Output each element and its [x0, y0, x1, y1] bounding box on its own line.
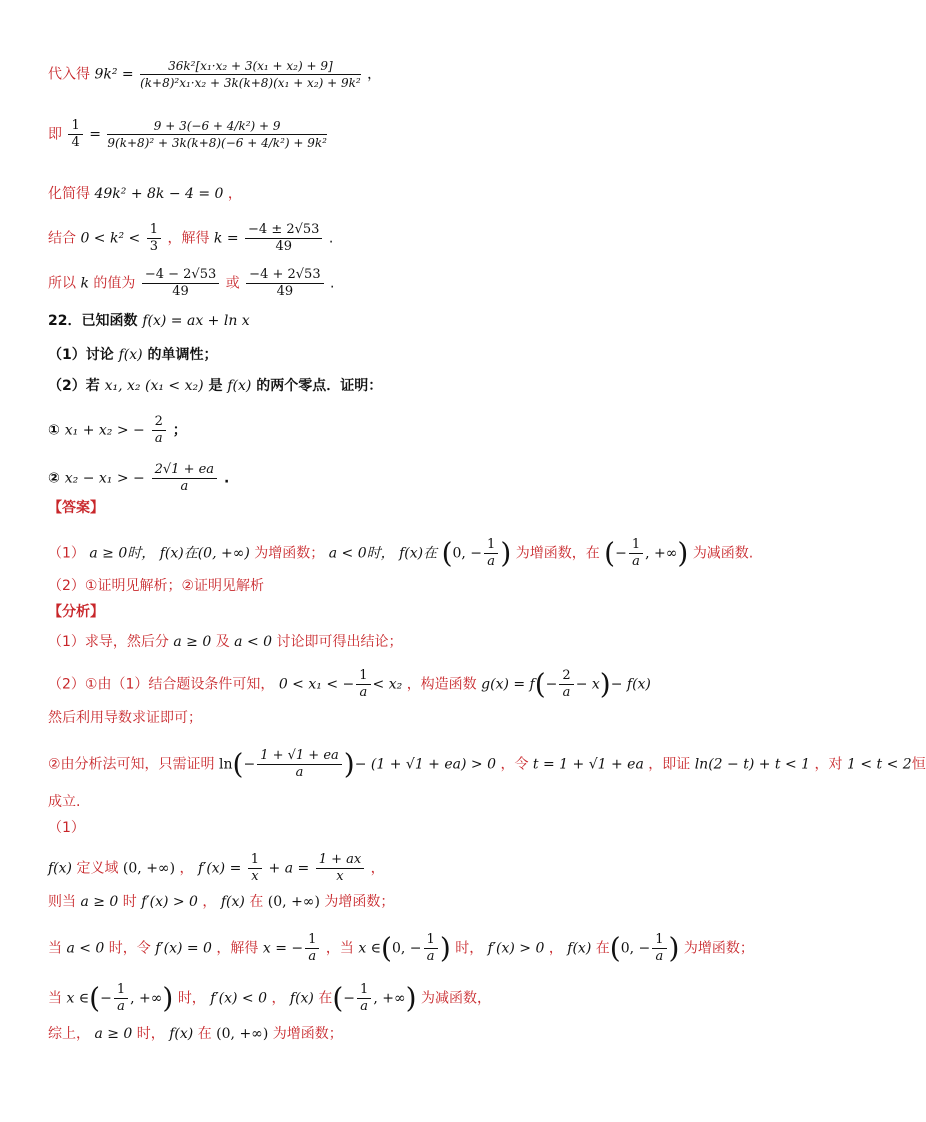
- proof2-fraction: [152, 462, 217, 495]
- solution-part-1-label: （1）: [48, 820, 85, 836]
- simplify-tail: ，: [227, 186, 242, 202]
- proof1-mark: ①: [48, 422, 60, 439]
- s5-f: f(x): [289, 990, 314, 1007]
- sub-fraction: [140, 58, 361, 91]
- so-k: k: [80, 275, 89, 292]
- s6-cond: a ≥ 0: [94, 1026, 133, 1042]
- s4-cond: a < 0: [66, 940, 105, 957]
- a1-pre: （1）: [48, 545, 85, 562]
- sub-denominator: (k+8)²x₁·x₂ + 3k(k+8)(x₁ + x₂) + 9k²: [140, 76, 361, 90]
- so-value-2: [246, 267, 323, 300]
- part2-tail: 的两个零点．证明：: [256, 378, 383, 394]
- an4-mid: − (1 + √1 + ea) > 0: [354, 756, 496, 773]
- an4-num: 1 + √1 + ea: [257, 748, 342, 765]
- s5-comma: ，: [271, 990, 286, 1007]
- solution-line-3: [48, 892, 394, 912]
- so-or: 或: [225, 275, 240, 292]
- an2-g-tail: − f(x): [610, 676, 651, 693]
- analysis-line-4: ②由分析法可知，只需证明 ln(− $\frac{1 + √1 + ea}{a}$ )− (1 + √1 + ea) > 0 ，令 t = 1 + √1 + ea ，即证 ln(2 − t) + t < 1 ，对 1 < t < 2恒: [48, 747, 926, 781]
- proof1-fraction: [152, 414, 166, 447]
- s4-x: x = −: [262, 940, 304, 957]
- s4-num: 1: [305, 932, 319, 949]
- analysis-line-5: 成立.: [48, 794, 81, 810]
- an1-pre: （1）求导，然后分: [48, 634, 169, 650]
- a1-int1-den: a: [487, 554, 496, 569]
- proof2-tail: .: [223, 470, 230, 487]
- combine-mid: ，解得: [167, 230, 210, 247]
- s3-fprime: f′(x) > 0: [141, 894, 198, 910]
- s5-int-num: 1: [114, 982, 128, 999]
- s5-int2-left: −: [343, 990, 356, 1007]
- s2-num1: 1: [248, 852, 262, 869]
- so-v1-num: −4 − 2√53: [142, 267, 219, 284]
- s3-pre: 则当: [48, 894, 76, 910]
- s4-int-fraction: [424, 932, 438, 965]
- an2-ineq: 0 < x₁ < −: [278, 676, 355, 693]
- ji-lhs-den: 4: [71, 135, 80, 150]
- s5-int-den: a: [117, 999, 125, 1014]
- a1-int1-fraction: [484, 537, 498, 570]
- s4-comma: ，: [548, 940, 563, 957]
- an2-g: g(x) = f: [481, 676, 535, 693]
- s4-when: ，当: [325, 940, 354, 957]
- ji-lhs-num: 1: [68, 118, 82, 135]
- s6-f: f(x): [169, 1026, 194, 1042]
- s3-comma: ，: [202, 894, 217, 910]
- an2-mid: ，构造函数: [406, 676, 477, 693]
- an4-let: ，令: [500, 756, 529, 773]
- s4-den: a: [308, 949, 317, 964]
- an4-fraction: [257, 748, 342, 781]
- a1-int2-right: , +∞: [645, 545, 678, 562]
- s6-zai: 在: [197, 1026, 212, 1042]
- an2-pre: （2）①由（1）结合题设条件可知，: [48, 676, 275, 693]
- proof1-num: 2: [152, 414, 166, 431]
- substitution-line: [48, 58, 381, 91]
- part1-tail: 的单调性；: [147, 347, 218, 363]
- part2-f: f(x): [227, 378, 252, 394]
- s5-int2-den: a: [360, 999, 369, 1014]
- s5-int2-num: 1: [357, 982, 371, 999]
- s4-f: f(x): [567, 940, 592, 957]
- combine-prefix: 结合: [48, 230, 76, 247]
- s6-mid: 时，: [136, 1026, 165, 1042]
- s4-zai: 在: [595, 940, 610, 957]
- part1-f: f(x): [118, 347, 143, 363]
- answer-part-2: （2）①证明见解析；②证明见解析: [48, 578, 265, 594]
- s5-int-fraction: [114, 982, 128, 1015]
- s5-zai: 在: [318, 990, 333, 1007]
- s3-interval: (0, +∞): [267, 894, 320, 910]
- an4-dui: ，对: [814, 756, 843, 773]
- s2-fprime: f′(x) =: [197, 860, 242, 877]
- s6-interval: (0, +∞): [216, 1026, 269, 1042]
- s6-tail: 为增函数；: [272, 1026, 343, 1042]
- s4-int-num: 1: [424, 932, 438, 949]
- a1-f-2: f(x)在: [399, 545, 438, 562]
- proof1-tail: ；: [172, 422, 187, 439]
- ji-line: 即 $\frac{1}{4}$ = $\frac{\text{9 + 3(−6 + 4/k²) + 9}}{\text{9(k+8)² + 3k(k+8)(−6 + 4/k²) + 9k²}}$: [48, 118, 327, 150]
- a1-cond-2: a < 0时，: [328, 545, 395, 562]
- part2-mid: 是: [208, 378, 223, 394]
- answer-heading: 【答案】: [48, 500, 104, 516]
- answer-part-1: （1） a ≥ 0时， f(x)在(0, +∞) 为增函数； a < 0时， f(x)在 (0, − $\frac{1}{a}$ ) 为增函数，在 (− $\frac{1}{a}$ , +∞) 为减函数.: [48, 536, 754, 570]
- ji-numerator: 9 + 3(−6 + 4/k²) + 9: [107, 118, 327, 135]
- combine-tail: .: [328, 230, 334, 247]
- s2-den1: x: [251, 869, 259, 884]
- analysis-heading: 【分析】: [48, 604, 104, 620]
- ji-lhs-fraction: [68, 118, 82, 151]
- an2-fraction: [356, 668, 370, 701]
- s4-sol: ，解得: [216, 940, 259, 957]
- an4-ji: ，即证: [648, 756, 691, 773]
- a1-f-1: f(x)在(0, +∞): [159, 545, 250, 562]
- s5-xin: x ∈: [66, 990, 90, 1007]
- s5-int-right: , +∞: [130, 990, 163, 1007]
- s4-fprime: f′(x) = 0: [155, 940, 212, 957]
- a1-text-1: 为增函数；: [254, 545, 325, 562]
- s5-shi: 时，: [177, 990, 206, 1007]
- simplify-line: [48, 184, 242, 204]
- an4-ineq: ln(2 − t) + t < 1: [694, 756, 811, 773]
- s4-int2-left: 0, −: [620, 940, 651, 957]
- part2-label: （2）若: [48, 378, 100, 394]
- an4-range: 1 < t < 2: [847, 756, 912, 773]
- s3-f: f(x): [220, 894, 245, 910]
- an1-tail: 讨论即可得出结论；: [276, 634, 403, 650]
- s4-fprime-2: f′(x) > 0: [487, 940, 545, 957]
- combine-fraction: [147, 222, 161, 255]
- combine-line: [48, 222, 333, 255]
- s5-int2-fraction: [357, 982, 371, 1015]
- an2-g-minus: −: [545, 676, 558, 693]
- a1-int1-left: 0, −: [452, 545, 483, 562]
- s2-den2: x: [336, 869, 344, 884]
- a1-int2-fraction: [629, 537, 643, 570]
- proof-2: [48, 462, 229, 495]
- s5-fprime: f′(x) < 0: [210, 990, 267, 1007]
- a1-int1-num: 1: [484, 537, 498, 554]
- so-tail: .: [330, 275, 335, 292]
- an4-t: t = 1 + √1 + ea: [532, 756, 644, 773]
- s4-tail: 为增函数；: [683, 940, 754, 957]
- a1-text-2: 为增函数，在: [515, 545, 600, 562]
- combine-frac-den: 3: [149, 239, 158, 254]
- a1-text-3: 为减函数.: [692, 545, 754, 562]
- s4-int2-fraction: [652, 932, 666, 965]
- conclusion-line: [48, 267, 335, 300]
- s2-plus: + a =: [268, 860, 310, 877]
- combine-sol-num: −4 ± 2√53: [245, 222, 322, 239]
- an2-g-x: − x: [575, 676, 600, 693]
- problem-22-statement: [48, 311, 250, 331]
- ji-prefix: 即: [48, 126, 62, 143]
- s4-fraction: [305, 932, 319, 965]
- proof2-lhs: x₂ − x₁ > −: [64, 470, 145, 487]
- an2-g-num: 2: [559, 668, 573, 685]
- simplify-prefix: 化简得: [48, 186, 90, 202]
- s4-pre: 当: [48, 940, 62, 957]
- solution-line-5: 当 x ∈(− $\frac{1}{a}$ , +∞) 时， f′(x) < 0 ， f(x) 在(− $\frac{1}{a}$ , +∞) 为减函数，: [48, 981, 491, 1015]
- a1-int2-left: −: [615, 545, 627, 562]
- an4-heng: 恒: [911, 756, 926, 773]
- s5-pre: 当: [48, 990, 62, 1007]
- an4-den: a: [295, 765, 304, 780]
- s3-cond: a ≥ 0: [80, 894, 119, 910]
- combine-sol-den: 49: [275, 239, 293, 254]
- an2-den: a: [359, 685, 368, 700]
- simplify-equation: 49k² + 8k − 4 = 0: [94, 186, 224, 202]
- proof2-num: 2√1 + ea: [152, 462, 217, 479]
- so-prefix: 所以: [48, 275, 76, 292]
- ji-denominator: 9(k+8)² + 3k(k+8)(−6 + 4/k²) + 9k²: [107, 136, 327, 150]
- sub-tail: ，: [367, 66, 382, 83]
- s4-mid: 时，令: [108, 940, 151, 957]
- sub-lhs: 9k² =: [94, 66, 134, 83]
- s5-int2-right: , +∞: [373, 990, 406, 1007]
- s2-f: f(x): [48, 860, 73, 877]
- combine-k: k =: [213, 230, 239, 247]
- an1-mid: 及: [215, 634, 230, 650]
- proof1-lhs: x₁ + x₂ > −: [64, 422, 145, 439]
- an2-ineq-2: < x₂: [372, 676, 403, 693]
- a1-int2-num: 1: [629, 537, 643, 554]
- s2-fraction-2: [316, 852, 365, 885]
- combine-solution: [245, 222, 322, 255]
- an1-cond-1: a ≥ 0: [173, 634, 212, 650]
- ji-rhs-fraction: [107, 118, 327, 151]
- s4-shi: 时，: [455, 940, 484, 957]
- problem-part-1: [48, 345, 218, 365]
- sub-numerator: 36k²[x₁·x₂ + 3(x₁ + x₂) + 9]: [140, 58, 361, 75]
- proof-1: [48, 414, 187, 447]
- proof2-mark: ②: [48, 470, 60, 487]
- s3-in: 在: [249, 894, 264, 910]
- part1-label: （1）讨论: [48, 347, 114, 363]
- s2-num2: 1 + ax: [316, 852, 365, 869]
- problem-function: f(x) = ax + ln x: [142, 313, 250, 329]
- proof1-den: a: [154, 431, 163, 446]
- s4-int-den: a: [426, 949, 435, 964]
- s4-int2-den: a: [655, 949, 664, 964]
- a1-int2-den: a: [632, 554, 640, 569]
- so-v2-den: 49: [276, 284, 294, 299]
- s3-tail: 为增函数；: [324, 894, 395, 910]
- s2-tail: ，: [370, 860, 385, 877]
- problem-number: 22．已知函数: [48, 313, 138, 329]
- analysis-line-1: [48, 632, 403, 652]
- analysis-line-3: 然后利用导数求证即可；: [48, 710, 202, 726]
- s5-int-left: −: [100, 990, 112, 1007]
- so-v2-num: −4 + 2√53: [246, 267, 323, 284]
- s6-pre: 综上，: [48, 1026, 90, 1042]
- so-v1-den: 49: [172, 284, 189, 299]
- problem-part-2: [48, 376, 382, 396]
- s4-xin: x ∈: [358, 940, 382, 957]
- a1-cond-1: a ≥ 0时，: [89, 545, 156, 562]
- s2-comma: ，: [179, 860, 194, 877]
- analysis-line-2: （2）①由（1）结合题设条件可知， 0 < x₁ < − $\frac{1}{a}$ < x₂ ，构造函数 g(x) = f(− $\frac{2}{a}$ − x)− f(x): [48, 667, 651, 701]
- an4-pre: ②由分析法可知，只需证明: [48, 756, 215, 773]
- s2-fraction-1: [248, 852, 262, 885]
- s2-domain: 定义域: [76, 860, 119, 877]
- proof2-den: a: [180, 479, 189, 494]
- s3-mid: 时: [122, 894, 137, 910]
- solution-line-2: [48, 852, 385, 885]
- part2-vars: x₁, x₂ (x₁ < x₂): [104, 378, 204, 394]
- solution-line-4: 当 a < 0 时，令 f′(x) = 0 ，解得 x = − $\frac{1}{a}$ ，当 x ∈(0, − $\frac{1}{a}$ ) 时， f′(x) > 0 ， f(x) 在(0, − $\frac{1}{a}$ ) 为增函数；: [48, 931, 754, 965]
- combine-condition: 0 < k² <: [80, 230, 145, 247]
- an1-cond-2: a < 0: [234, 634, 273, 650]
- solution-line-6: [48, 1024, 343, 1044]
- s5-tail: 为减函数，: [421, 990, 491, 1007]
- an4-ln: ln: [219, 756, 233, 773]
- combine-frac-num: 1: [147, 222, 161, 239]
- s4-int-left: 0, −: [391, 940, 422, 957]
- so-value-1: [142, 267, 219, 300]
- an2-g-fraction: [559, 668, 573, 701]
- an2-g-den: a: [562, 685, 571, 700]
- s4-int2-num: 1: [652, 932, 666, 949]
- an2-num: 1: [356, 668, 370, 685]
- so-mid: 的值为: [93, 275, 136, 292]
- sub-prefix: 代入得: [48, 66, 90, 83]
- s2-interval: (0, +∞): [122, 860, 176, 877]
